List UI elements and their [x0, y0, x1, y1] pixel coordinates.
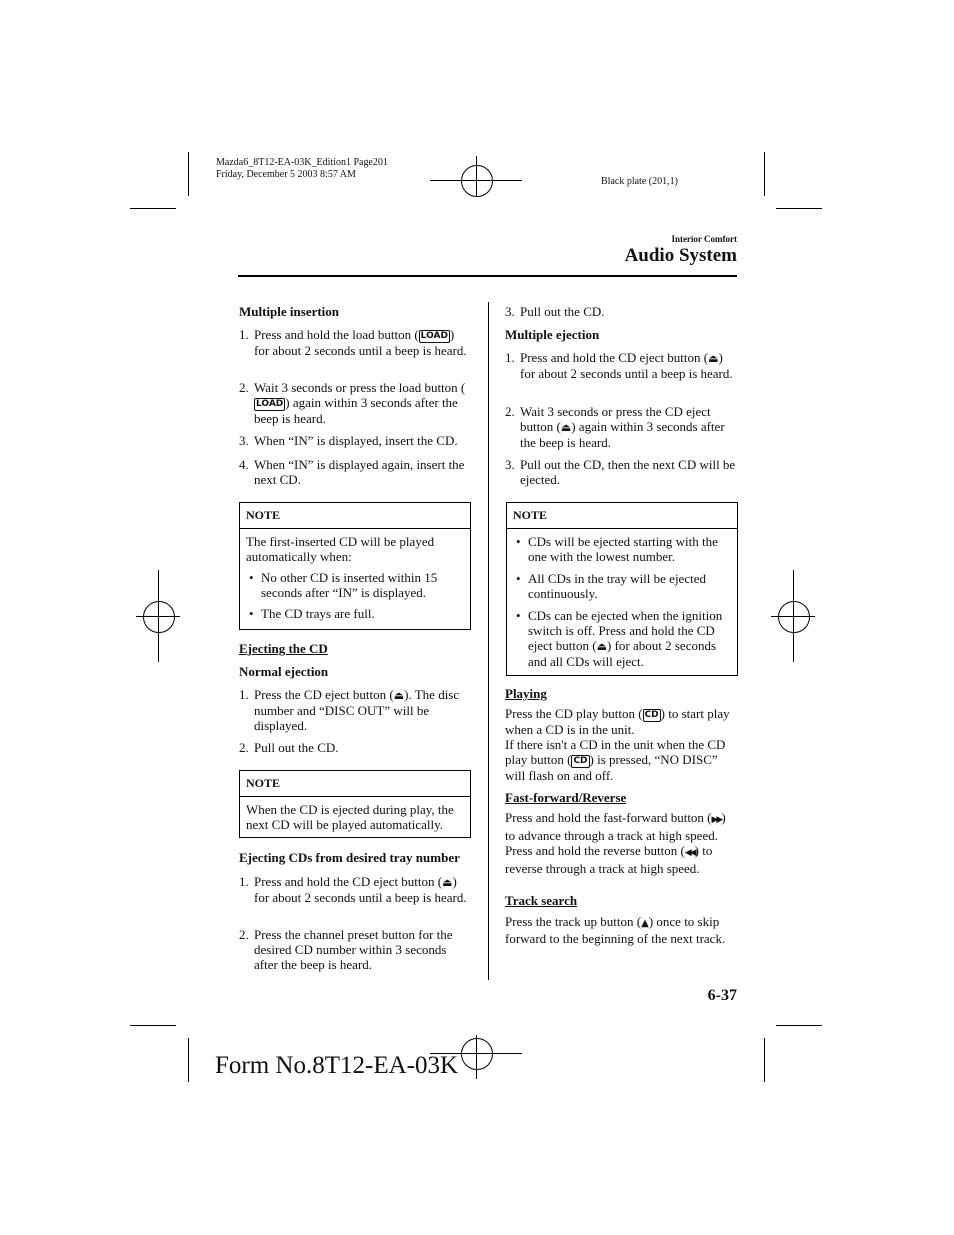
step-text: Wait 3 seconds or press the load button (: [254, 380, 466, 395]
list-item: [239, 327, 471, 358]
note-bullet: • The CD trays are full.: [249, 606, 375, 621]
paragraph-text: ) once to skip forward to the beginning of the next track.: [505, 914, 726, 946]
eject-icon: ⏏: [393, 689, 405, 702]
list-item: [239, 927, 471, 972]
print-meta: [216, 157, 388, 181]
track-up-icon: ▲: [641, 918, 649, 929]
list-item: [239, 380, 471, 426]
list-item: [505, 457, 739, 487]
step-number: 1.: [505, 350, 515, 365]
plate-label: Black plate (201,1): [601, 176, 678, 187]
ff-reverse-heading: Fast-forward/Reverse: [505, 790, 627, 805]
step-number: 3.: [239, 433, 249, 448]
step-text: ). The disc number and “DISC OUT” will be displayed.: [254, 687, 460, 733]
playing-heading: Playing: [505, 686, 547, 701]
step-number: 2.: [239, 740, 249, 755]
note-bullet: • No other CD is inserted within 15 seconds after “IN” is displayed.: [249, 570, 438, 600]
crop-mark: [188, 152, 189, 196]
note-box: [239, 770, 471, 838]
crop-mark: [188, 1038, 189, 1082]
fast-forward-icon: ▶▶: [711, 815, 722, 825]
load-icon: LOAD: [256, 399, 284, 409]
step-text: ) for about 2 seconds until a beep is heard.: [254, 327, 467, 358]
cd-icon: CD: [644, 710, 659, 720]
step-text: Pull out the CD, then the next CD will be ejected.: [520, 457, 736, 487]
list-item: [239, 874, 471, 905]
multiple-ejection-heading: Multiple ejection: [505, 327, 600, 342]
step-text: Press and hold the CD eject button (: [520, 350, 709, 365]
list-item: [505, 350, 739, 381]
page-title: Audio System: [624, 245, 737, 266]
step-text: ) for about 2 seconds until a beep is heard.: [520, 350, 733, 381]
step-text: ) again within 3 seconds after the beep is heard.: [254, 395, 458, 426]
playing-text: [505, 706, 739, 783]
step-text: When “IN” is displayed, insert the CD.: [254, 433, 458, 448]
paragraph-text: ) to advance through a track at high speed.: [505, 810, 726, 843]
load-icon: LOAD: [420, 331, 448, 341]
step-text: Press and hold the load button (: [254, 327, 419, 342]
step-number: 3.: [505, 457, 515, 472]
print-meta-line: Mazda6_8T12-EA-03K_Edition1 Page201: [216, 157, 388, 168]
step-number: 1.: [239, 327, 249, 342]
list-item: [505, 304, 739, 319]
paragraph-text: Press and hold the fast-forward button (: [505, 810, 712, 825]
print-meta-line: Friday, December 5 2003 8:57 AM: [216, 169, 356, 180]
note-bullet: • All CDs in the tray will be ejected continuously.: [516, 571, 706, 601]
paragraph-text: ) to start play when a CD is in the unit.: [505, 706, 730, 737]
list-item: [239, 457, 471, 487]
step-text: ) for about 2 seconds until a beep is heard.: [254, 874, 467, 905]
header-rule: [238, 275, 737, 277]
ejecting-heading: Ejecting the CD: [239, 641, 328, 656]
eject-icon: ⏏: [708, 352, 719, 365]
registration-circle: [461, 1038, 493, 1070]
step-text: Pull out the CD.: [520, 304, 605, 319]
step-number: 4.: [239, 457, 249, 472]
step-text: Press the channel preset button for the desired CD number within 3 seconds after the beep is heard.: [254, 927, 453, 972]
step-number: 2.: [239, 927, 249, 942]
column-divider: [488, 302, 489, 980]
registration-circle: [461, 165, 493, 197]
step-text: Press the CD eject button (: [254, 687, 394, 702]
paragraph-text: If there isn't a CD in the unit when the CD play button (: [505, 737, 726, 767]
desired-tray-heading: Ejecting CDs from desired tray number: [239, 850, 460, 865]
crop-mark: [130, 208, 176, 209]
bullet-text: CDs can be ejected when the ignition switch is off. Press and hold the CD eject button (: [528, 608, 723, 653]
note-text: The first-inserted CD will be played automatically when:: [246, 534, 435, 564]
note-box: [239, 502, 471, 630]
note-heading: NOTE: [507, 503, 737, 529]
page-number: 6-37: [707, 987, 737, 1004]
bullet-text: The CD trays are full.: [261, 606, 375, 621]
step-number: 1.: [239, 687, 249, 702]
section-label: Interior Comfort: [671, 234, 737, 244]
crop-mark: [130, 1025, 176, 1026]
step-text: When “IN” is displayed again, insert the next CD.: [254, 457, 465, 487]
paragraph-text: ) is pressed, “NO DISC” will flash on and off.: [505, 752, 718, 783]
note-box: [506, 502, 738, 676]
list-item: [239, 740, 471, 755]
bullet-text: All CDs in the tray will be ejected continuously.: [528, 571, 706, 601]
crop-mark: [776, 1025, 822, 1026]
track-search-text: [505, 914, 739, 946]
paragraph-text: Press and hold the reverse button (: [505, 843, 685, 858]
eject-icon: ⏏: [596, 640, 607, 653]
ff-reverse-text: [505, 810, 739, 876]
multiple-insertion-heading: Multiple insertion: [239, 304, 340, 319]
cd-icon: CD: [573, 756, 588, 766]
step-number: 2.: [505, 404, 515, 419]
step-text: ) again within 3 seconds after the beep is heard.: [520, 419, 725, 450]
bullet-text: ) for about 2 seconds and all CDs will eject.: [528, 638, 717, 669]
registration-circle: [143, 601, 175, 633]
bullet-text: No other CD is inserted within 15 seconds after “IN” is displayed.: [261, 570, 438, 600]
note-bullet: • CDs will be ejected starting with the one with the lowest number.: [516, 534, 718, 564]
crop-mark: [764, 152, 765, 196]
step-number: 3.: [505, 304, 515, 319]
paragraph-text: Press the CD play button (: [505, 706, 643, 721]
eject-icon: ⏏: [442, 876, 453, 889]
form-number: Form No.8T12-EA-03K: [215, 1052, 459, 1079]
crop-mark: [776, 208, 822, 209]
crop-mark: [764, 1038, 765, 1082]
list-item: [239, 433, 471, 448]
eject-icon: ⏏: [560, 421, 572, 434]
step-number: 1.: [239, 874, 249, 889]
paragraph-text: Press the track up button (: [505, 914, 642, 929]
step-number: 2.: [239, 380, 249, 395]
list-item: [239, 687, 471, 733]
step-text: Pull out the CD.: [254, 740, 339, 755]
paragraph-text: ) to reverse through a track at high speed.: [505, 843, 713, 876]
normal-ejection-heading: Normal ejection: [239, 664, 329, 679]
registration-circle: [778, 601, 810, 633]
bullet-text: CDs will be ejected starting with the one with the lowest number.: [528, 534, 718, 564]
note-heading: NOTE: [240, 771, 470, 797]
step-text: Press and hold the CD eject button (: [254, 874, 443, 889]
track-search-heading: Track search: [505, 893, 578, 908]
note-text: When the CD is ejected during play, the next CD will be played automatically.: [246, 802, 454, 832]
note-heading: NOTE: [240, 503, 470, 529]
step-text: Wait 3 seconds or press the CD eject button (: [520, 404, 711, 434]
list-item: [505, 404, 739, 450]
note-bullet: • CDs can be ejected when the ignition switch is off. Press and hold the CD eject button (⏏) for about 2 seconds and all CDs will eject.: [516, 608, 723, 669]
rewind-icon: ◀◀: [684, 848, 695, 858]
